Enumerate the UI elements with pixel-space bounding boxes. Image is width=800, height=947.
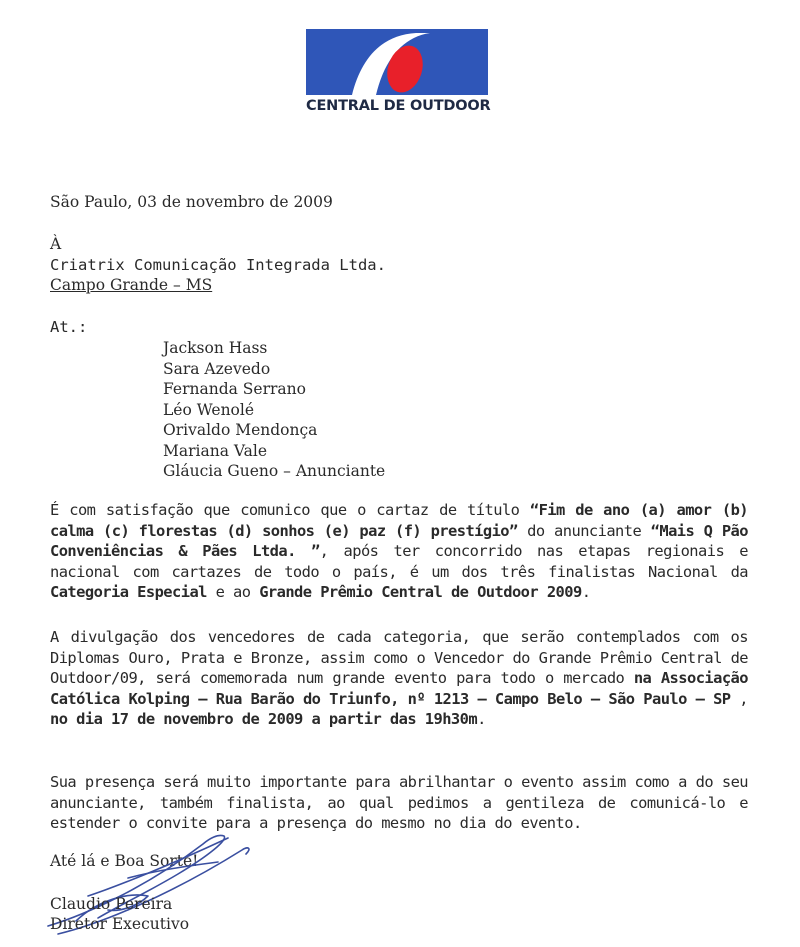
attention-list [163,338,385,482]
recipient-prefix: À [50,235,62,253]
body-paragraph-invitation: Sua presença será muito importante para abrilhantar o evento assim como a do seu anunciante, também finalista, ao qual pedimos a gentileza de comunicá-lo e estender o convite para a presença do mesmo no dia do evento. [50,773,748,832]
attention-name: Mariana Vale [163,441,268,460]
attention-name: Fernanda Serrano [163,380,306,398]
grand-prize-name: Grande Prêmio Central de Outdoor 2009 [259,583,582,601]
logo-wordmark: CENTRAL DE OUTDOOR [306,98,491,114]
body-paragraph-event: A divulgação dos vencedores de cada categoria, que serão contemplados com os Diplomas Ouro, Prata e Bronze, assim como o Vencedor do Grande Prêmio Central de Outdoor/09, será comemorada num grande evento para todo o mercado na Associação Católica Kolping – Rua Barão do Triunfo, nº 1213 – Campo Belo – São Paulo – SP , no dia 17 de novembro de 2009 a partir das 19h30m. [50,628,748,728]
poster-title: “Fim de ano (a) amor (b) calma (c) florestas (d) sonhos (e) paz (f) prestígio” [50,501,748,540]
signatory-name: Claudio Pereira [50,895,173,913]
recipient-city: Campo Grande – MS [50,276,213,294]
attention-label: At.: [50,318,88,336]
body-paragraph-finalist: É com satisfação que comunico que o cartaz de título “Fim de ano (a) amor (b) calma (c) florestas (d) sonhos (e) paz (f) prestígio” do anunciante “Mais Q Pão Conveniências & Pães Ltda. ”, após ter concorrido nas etapas regionais e nacional com cartazes de todo o país, é um dos três finalistas Nacional da Categoria Especial e ao Grande Prêmio Central de Outdoor 2009. [50,501,748,601]
recipient-company: Criatrix Comunicação Integrada Ltda. [50,255,386,274]
attention-name: Orivaldo Mendonça [163,421,318,439]
signatory-title: Diretor Executivo [50,915,190,933]
category-name: Categoria Especial [50,583,207,601]
attention-name: Léo Wenolé [163,400,255,419]
attention-name: Jackson Hass [163,339,268,357]
event-venue: na Associação Católica Kolping – Rua Barão do Triunfo, nº 1213 – Campo Belo – São Paulo – SP [50,669,748,708]
advertiser-name: “Mais Q Pão Conveniências & Pães Ltda. ” [50,521,748,560]
letter-date: São Paulo, 03 de novembro de 2009 [50,193,333,211]
attention-name: Sara Azevedo [163,359,271,378]
attention-name: Gláucia Gueno – Anunciante [163,462,386,480]
recipient-block [50,234,386,296]
event-date: no dia 17 de novembro de 2009 a partir das 19h30m [50,710,478,728]
closing-line: Até lá e Boa Sorte! [50,852,199,870]
